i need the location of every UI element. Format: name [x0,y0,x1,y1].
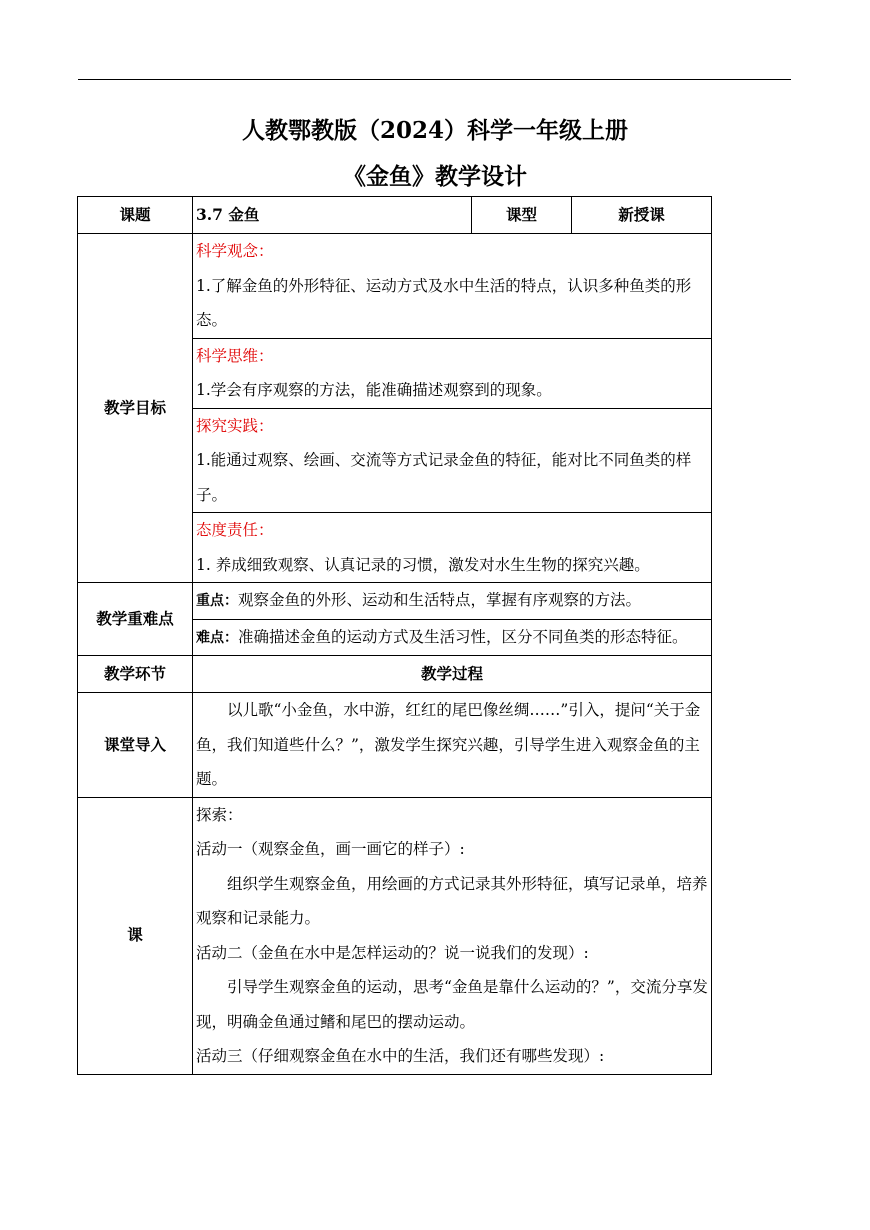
lesson-plan-table [77,196,712,1075]
topic-label: 课题 [78,197,193,234]
objective-row-1 [78,234,712,339]
type-value: 新授课 [572,197,712,234]
difficult-point-text: 准确描述金鱼的运动方式及生活习性，区分不同鱼类的形态特征。 [238,627,688,646]
topic-value: 3.7 金鱼 [193,197,472,234]
objective-text: 1.了解金鱼的外形特征、运动方式及水中生活的特点，认识多种鱼类的形态。 [196,276,692,329]
activity-2-text: 引导学生观察金鱼的运动，思考“金鱼是靠什么运动的？”，交流分享发现，明确金鱼通过鳍和尾巴的摆动运动。 [196,978,708,1031]
objectives-label: 教学目标 [78,234,193,583]
explore-label: 探索： [196,805,243,824]
intro-label: 课堂导入 [78,693,193,798]
key-point-row [78,583,712,620]
objective-heading: 科学观念： [196,242,274,260]
stage-label: 教学环节 [78,656,193,693]
lesson-label: 课 [78,797,193,1074]
activity-2-title: 活动二（金鱼在水中是怎样运动的？说一说我们的发现）: [196,943,589,962]
lesson-row [78,797,712,1074]
objective-text: 1.能通过观察、绘画、交流等方式记录金鱼的特征，能对比不同鱼类的样子。 [196,451,692,504]
objective-thinking [193,338,712,408]
intro-row [78,693,712,798]
header-rule [78,79,791,80]
objective-text: 1.学会有序观察的方法，能准确描述观察到的现象。 [196,381,552,399]
activity-1-text: 组织学生观察金鱼，用绘画的方式记录其外形特征，填写记录单，培养观察和记录能力。 [196,874,708,927]
difficult-point-label: 难点： [196,629,238,646]
difficult-point-cell [193,619,712,656]
process-header-row [78,656,712,693]
activity-1-title: 活动一（观察金鱼，画一画它的样子）: [196,840,465,858]
process-label: 教学过程 [193,656,712,693]
document-subtitle: 《金鱼》教学设计 [343,163,527,190]
objective-attitude [193,513,712,583]
key-point-label: 重点： [196,593,238,609]
objective-heading: 科学思维： [196,346,274,365]
objective-concept [193,234,712,339]
topic-row [78,197,712,234]
activity-3-title: 活动三（仔细观察金鱼在水中的生活，我们还有哪些发现）: [196,1047,605,1065]
objective-text: 1. 养成细致观察、认真记录的习惯，激发对水生生物的探究兴趣。 [196,555,650,574]
key-difficult-label: 教学重难点 [78,583,193,656]
key-point-text: 观察金鱼的外形、运动和生活特点，掌握有序观察的方法。 [238,591,642,609]
objective-practice [193,408,712,513]
intro-text: 以儿歌“小金鱼，水中游，红红的尾巴像丝绸……”引入，提问“关于金鱼，我们知道些什么？”，激发学生探究兴趣，引导学生进入观察金鱼的主题。 [193,693,712,798]
document-title: 人教鄂教版（2024）科学一年级上册 [241,117,628,144]
objective-heading: 态度责任： [196,521,274,539]
key-point-cell [193,583,712,620]
objective-heading: 探究实践： [196,416,274,435]
type-label: 课型 [472,197,572,234]
lesson-content [193,797,712,1074]
